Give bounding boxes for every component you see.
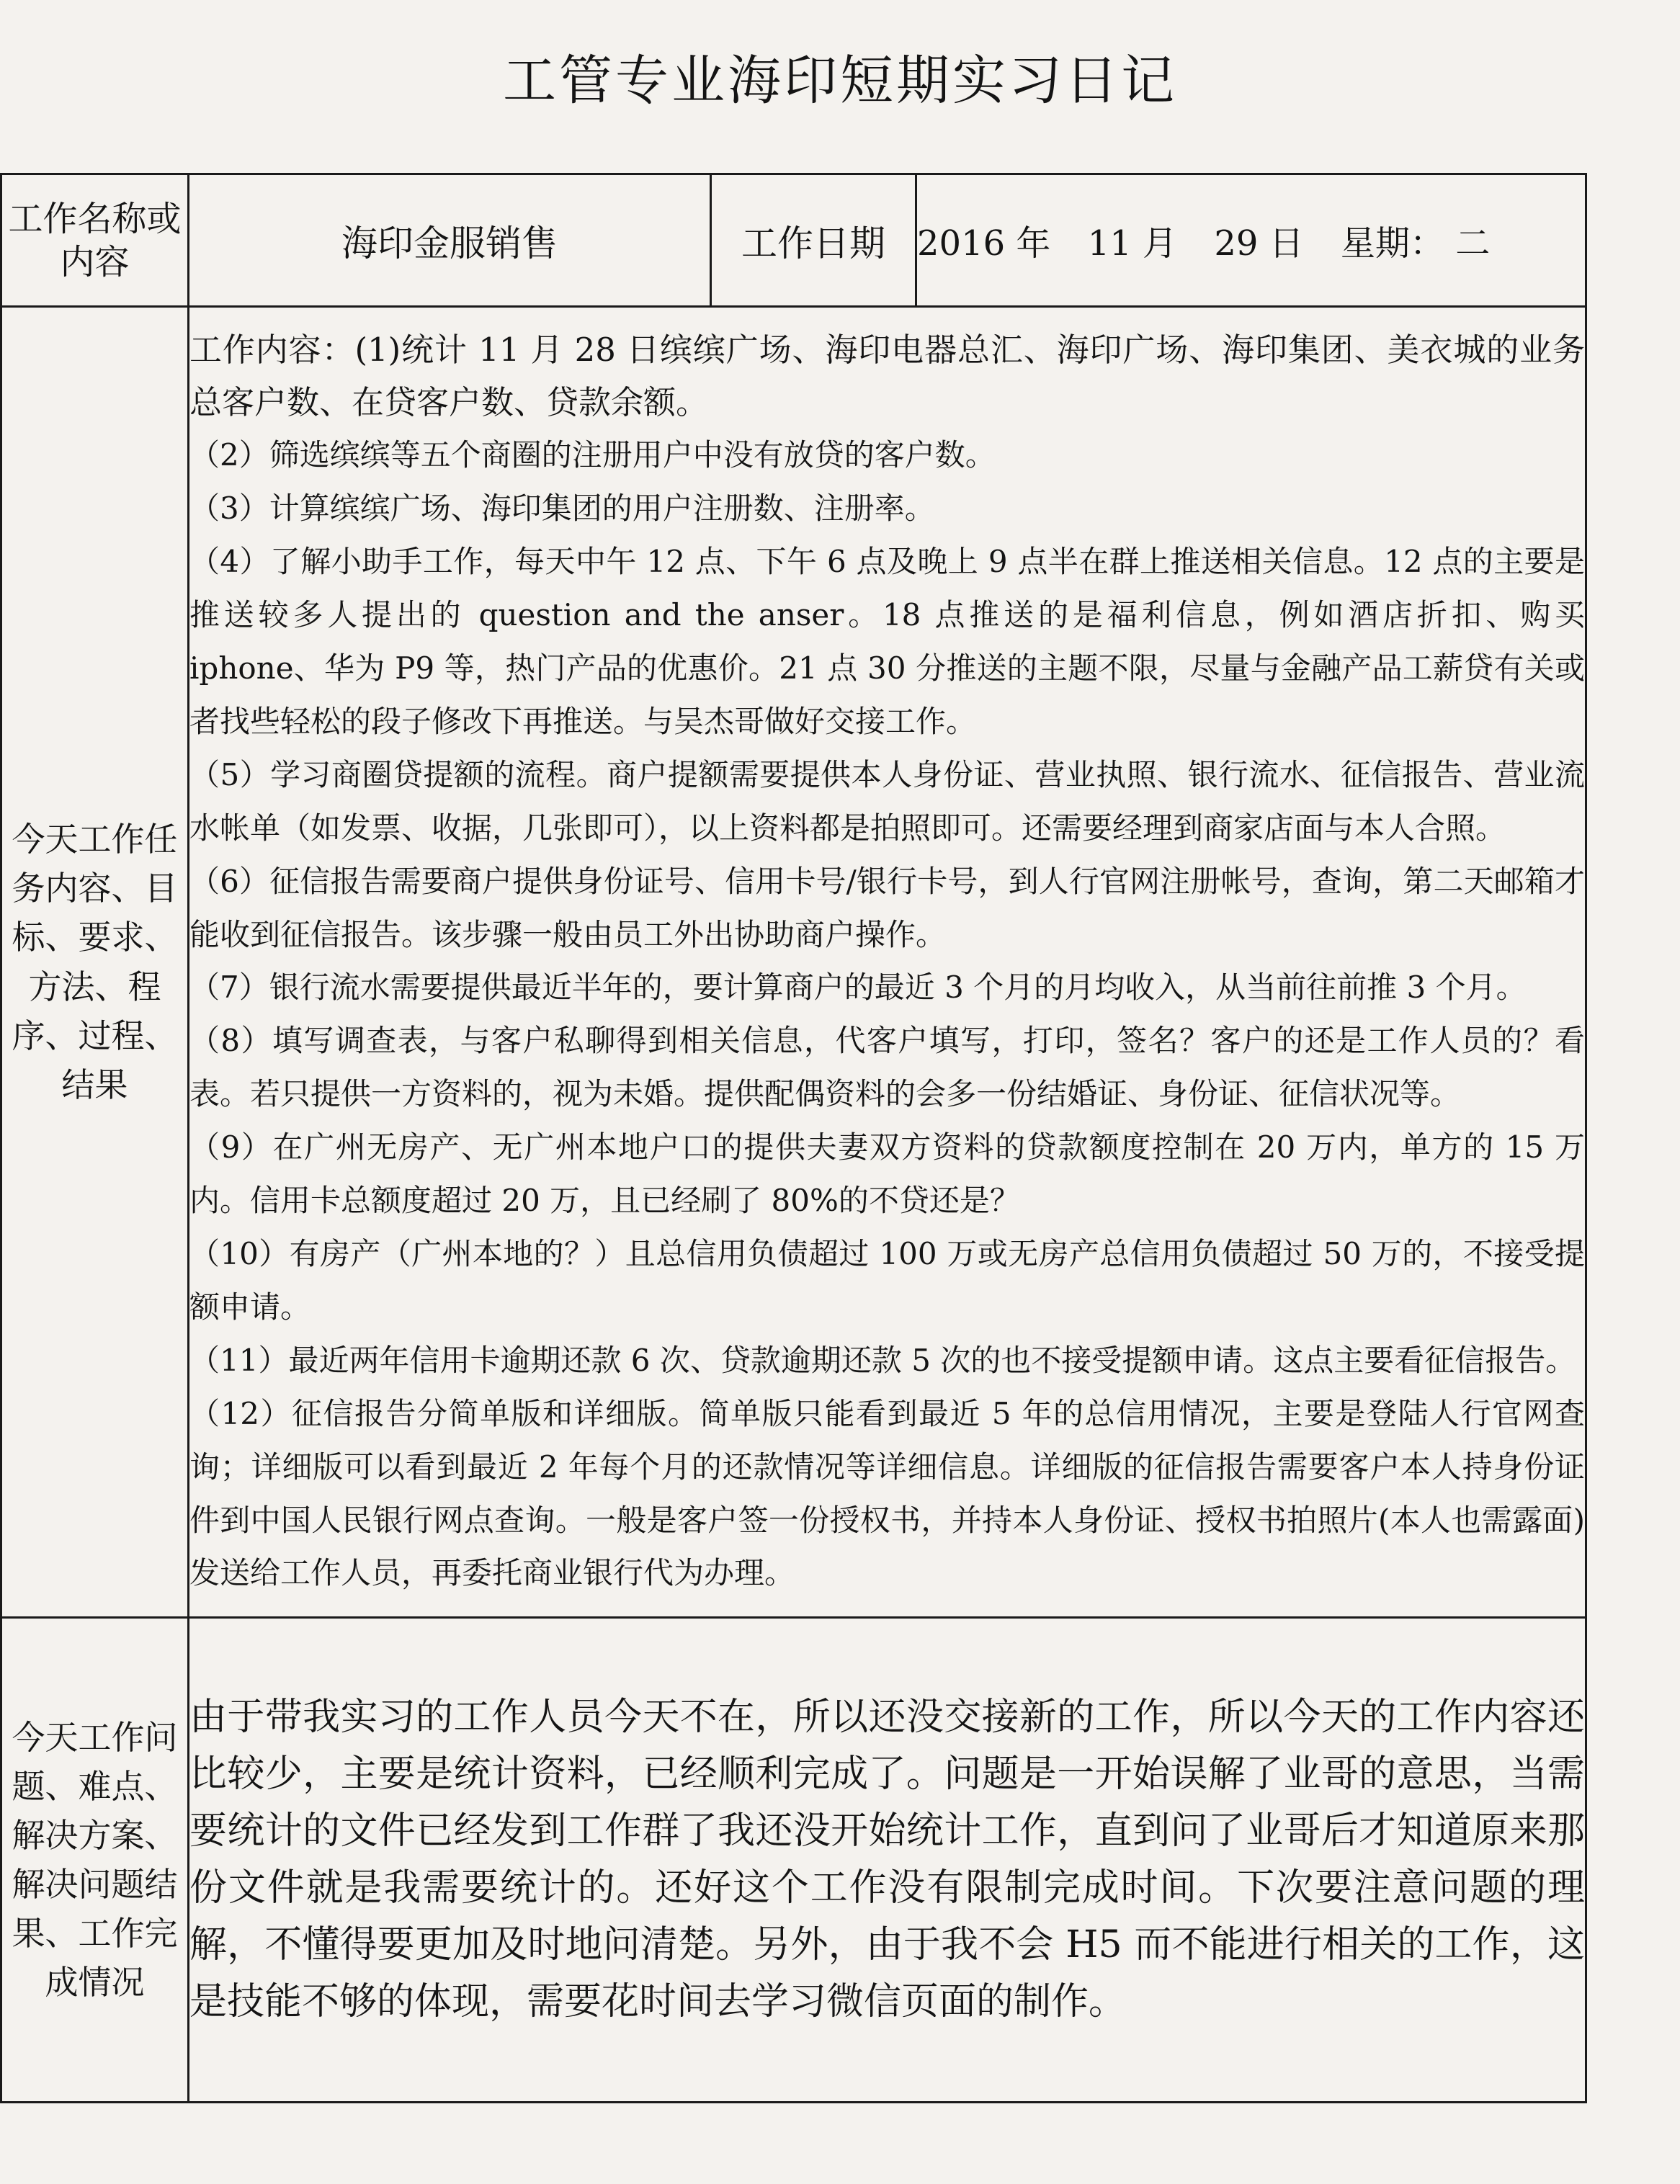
work-date-label: 工作日期	[711, 174, 916, 307]
work-name-label: 工作名称或内容	[1, 174, 189, 307]
date-year-unit: 年	[1016, 223, 1051, 264]
problems-content: 由于带我实习的工作人员今天不在，所以还没交接新的工作，所以今天的工作内容还比较少，主要是统计资料，已经顺利完成了。问题是一开始误解了业哥的意思，当需要统计的文件已经发到工作群了我还没开始统计工作，直到问了业哥后才知道原来那份文件就是我需要统计的。还好这个工作没有限制完成时间。下次要注意问题的理解，不懂得要更加及时地问清楚。另外，由于我不会 H5 而不能进行相关的工作，这是技能不够的体现，需要花时间去学习微信页面的制作。	[189, 1618, 1586, 2103]
date-day: 29	[1214, 223, 1259, 264]
task-item: （6）征信报告需要商户提供身份证号、信用卡号/银行卡号，到人行官网注册帐号，查询，第二天邮箱才能收到征信报告。该步骤一般由员工外出协助商户操作。	[189, 863, 1585, 952]
tasks-row	[1, 307, 1586, 1618]
date-month: 11	[1087, 223, 1132, 264]
problems-label: 今天工作问题、难点、解决方案、解决问题结果、工作完成情况	[1, 1618, 189, 2103]
problems-row	[1, 1618, 1586, 2103]
task-item: （9）在广州无房产、无广州本地户口的提供夫妻双方资料的贷款额度控制在 20 万内，单方的 15 万内。信用卡总额度超过 20 万，且已经刷了 80%的不贷还是？	[189, 1129, 1585, 1219]
task-item: （3）计算缤缤广场、海印集团的用户注册数、注册率。	[189, 491, 935, 527]
task-item: （11）最近两年信用卡逾期还款 6 次、贷款逾期还款 5 次的也不接受提额申请。这点主要看征信报告。	[189, 1342, 1576, 1378]
weekday-label: 星期：	[1340, 223, 1444, 264]
diary-table	[0, 173, 1587, 2103]
task-item: （12）征信报告分简单版和详细版。简单版只能看到最近 5 年的总信用情况，主要是登陆人行官网查询；详细版可以看到最近 2 年每个月的还款情况等详细信息。详细版的征信报告需要客户本人持身份证件到中国人民银行网点查询。一般是客户签一份授权书，并持本人身份证、授权书拍照片(本人也需露面)发送给工作人员，再委托商业银行代为办理。	[189, 1395, 1585, 1591]
weekday-value: 二	[1455, 223, 1491, 264]
tasks-label: 今天工作任务内容、目标、要求、方法、程序、过程、结果	[1, 307, 189, 1618]
date-month-unit: 月	[1143, 223, 1178, 264]
task-item: （4）了解小助手工作，每天中午 12 点、下午 6 点及晚上 9 点半在群上推送相关信息。12 点的主要是推送较多人提出的 question and the anser。18 点推送的是福利信息，例如酒店折扣、购买 iphone、华为 P9 等，热门产品的优惠价。21 点 30 分推送的主题不限，尽量与金融产品工薪贷有关或者找些轻松的段子修改下再推送。与吴杰哥做好交接工作。	[189, 544, 1585, 739]
date-day-unit: 日	[1269, 223, 1304, 264]
date-year: 2016	[917, 223, 1006, 264]
task-item: （10）有房产（广州本地的？）且总信用负债超过 100 万或无房产总信用负债超过 50 万的，不接受提额申请。	[189, 1236, 1585, 1325]
task-item: （8）填写调查表，与客户私聊得到相关信息，代客户填写，打印，签名？客户的还是工作人员的？看表。若只提供一方资料的，视为未婚。提供配偶资料的会多一份结婚证、身份证、征信状况等。	[189, 1023, 1585, 1112]
task-item: （2）筛选缤缤等五个商圈的注册用户中没有放贷的客户数。	[189, 437, 996, 473]
header-row	[1, 174, 1586, 307]
work-date-value	[916, 174, 1586, 307]
task-item: 工作内容：(1)统计 11 月 28 日缤缤广场、海印电器总汇、海印广场、海印集团、美衣城的业务总客户数、在贷客户数、贷款余额。	[189, 330, 1585, 421]
page-title: 工管专业海印短期实习日记	[503, 50, 1177, 112]
task-item: （5）学习商圈贷提额的流程。商户提额需要提供本人身份证、营业执照、银行流水、征信报告、营业流水帐单（如发票、收据，几张即可），以上资料都是拍照即可。还需要经理到商家店面与本人合照。	[189, 756, 1585, 846]
work-name-value: 海印金服销售	[189, 174, 711, 307]
tasks-content	[189, 307, 1586, 1618]
task-item: （7）银行流水需要提供最近半年的，要计算商户的最近 3 个月的月均收入，从当前往前推 3 个月。	[189, 970, 1527, 1006]
